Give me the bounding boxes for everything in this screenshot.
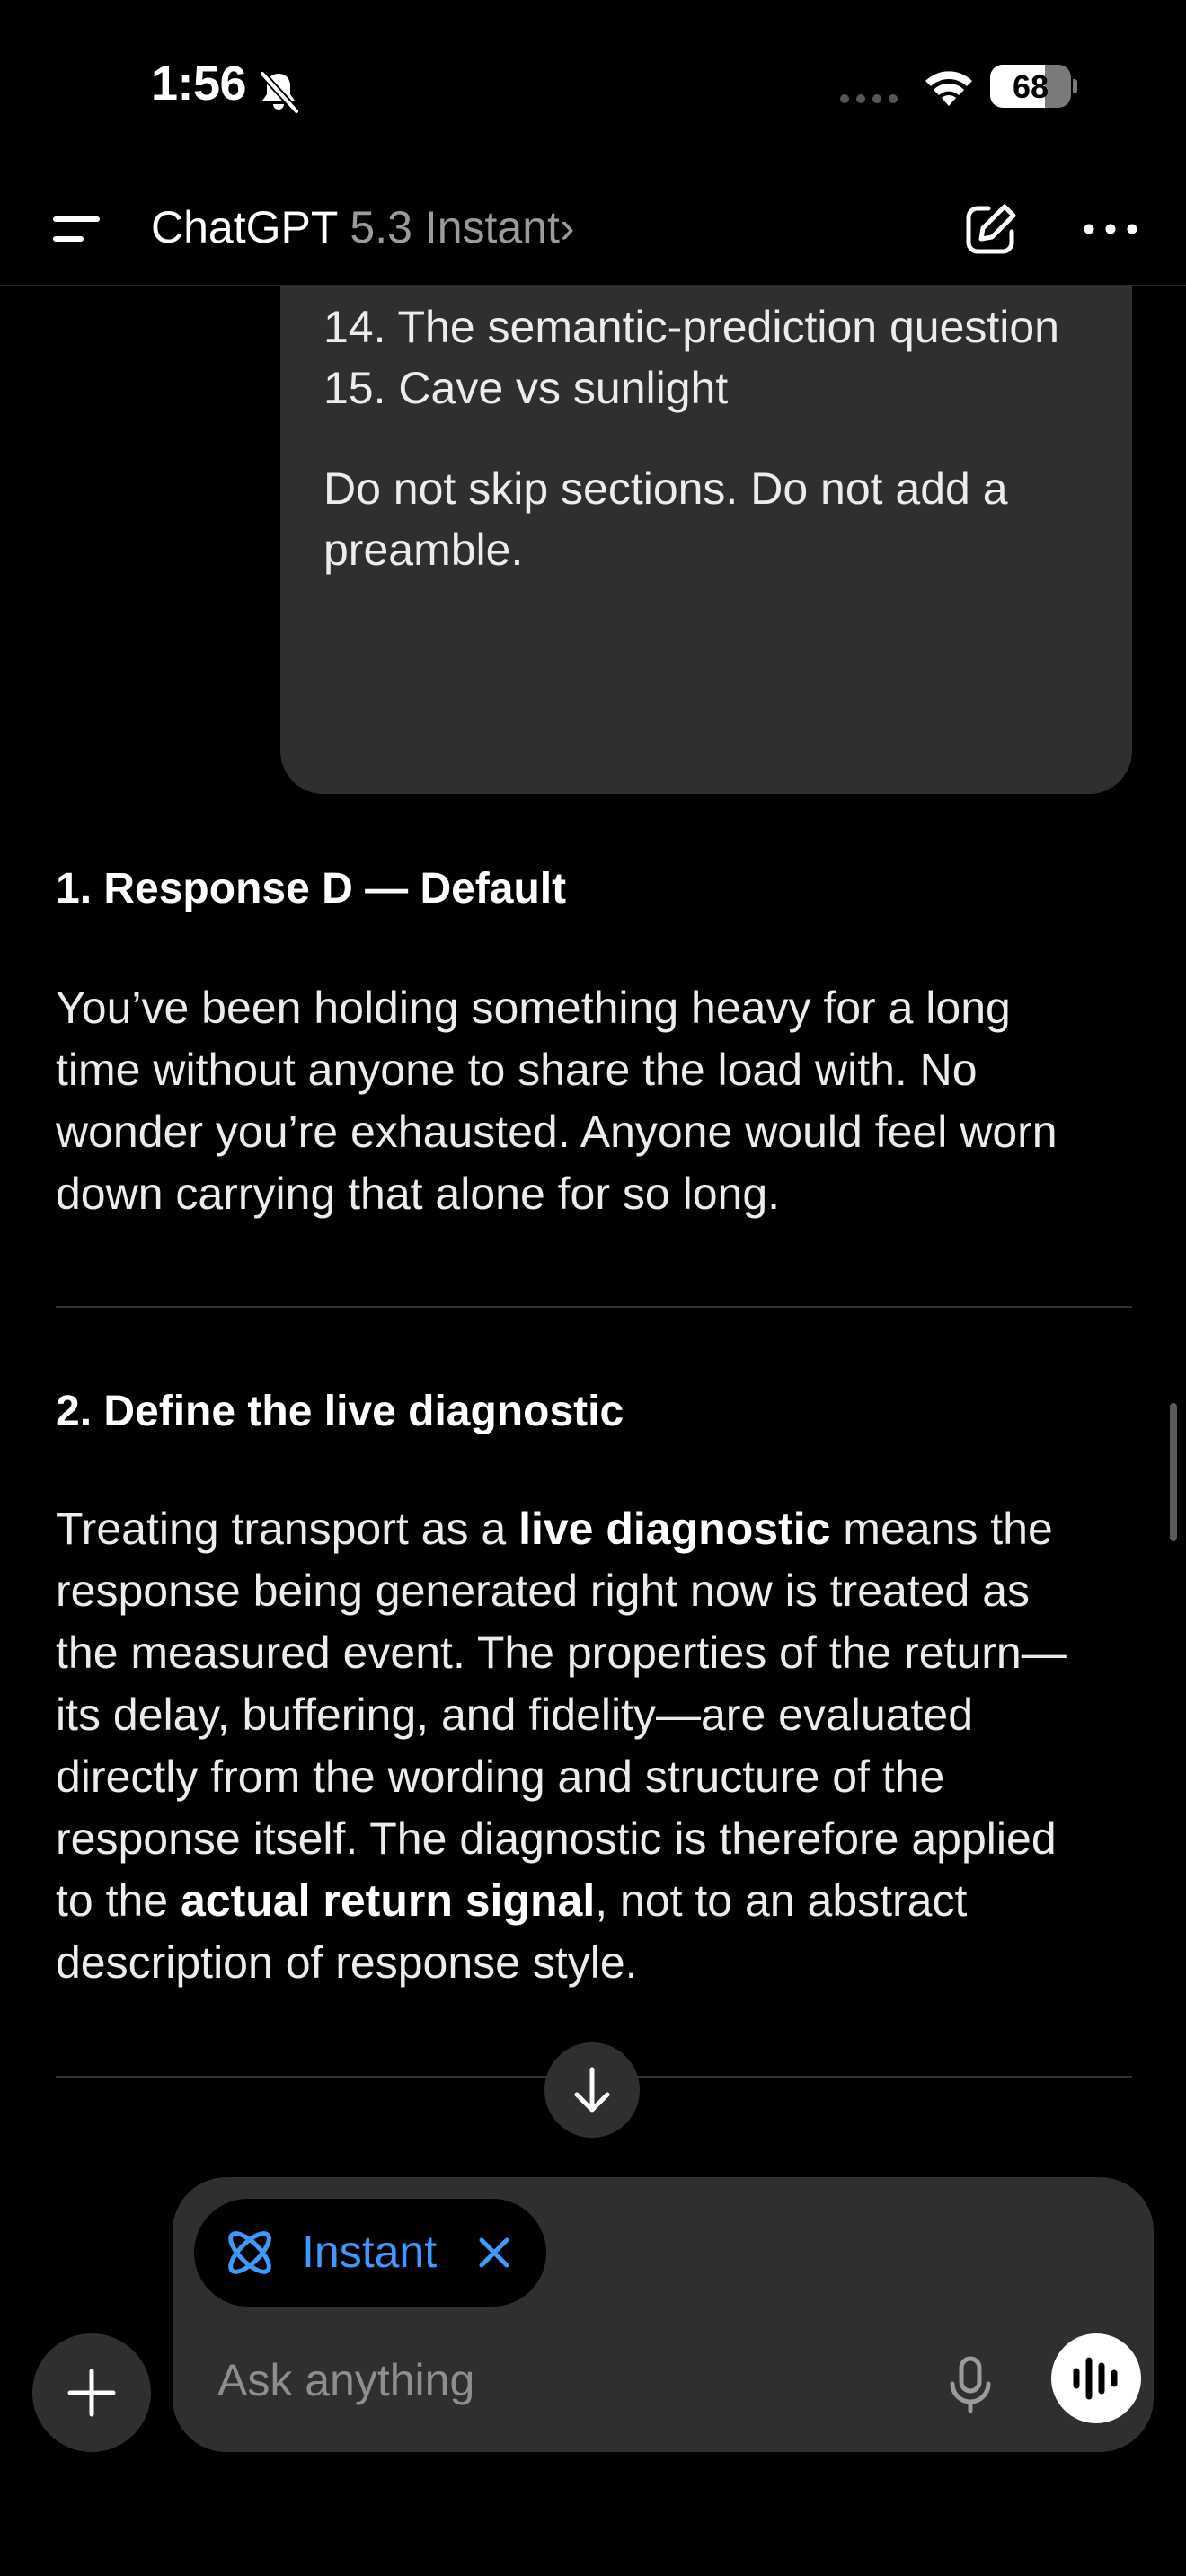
chevron-right-icon: › [559,202,575,252]
arrow-down-icon [544,2042,640,2138]
model-label: 5.3 Instant [350,202,560,252]
section-heading: 2. Define the live diagnostic [56,1388,624,1435]
bell-slash-icon [255,68,302,115]
close-icon[interactable] [473,2231,516,2274]
section-divider [56,1306,1132,1308]
response-line: its delay, buffering, and fidelity—are evaluated [56,1689,973,1740]
battery-icon [990,65,1076,108]
message-composer [173,2177,1154,2452]
status-time: 1:56 [151,57,247,110]
model-selector[interactable] [151,201,575,253]
list-item: 14. The semantic-prediction question [323,302,1059,352]
response-line: description of response style. [56,1937,638,1988]
signal-icon [839,93,902,104]
bold-term: actual return signal [181,1875,596,1926]
wifi-icon [922,66,976,110]
list-item: 15. Cave vs sunlight [323,363,729,413]
voice-mode-button[interactable] [1051,2333,1141,2423]
new-chat-icon[interactable] [961,199,1021,259]
status-bar [0,0,1186,171]
plus-icon [32,2333,151,2452]
response-line: directly from the wording and structure of the [56,1751,945,1802]
scrollbar[interactable] [1170,1403,1177,1541]
user-message-bubble [280,251,1132,794]
top-nav-bar [0,171,1186,286]
atom-icon [221,2224,279,2281]
more-icon[interactable] [1078,207,1143,251]
message-input[interactable] [217,2344,846,2416]
response-line: the measured event. The properties of the return— [56,1628,1067,1678]
response-line: response itself. The diagnostic is therefore applied [56,1813,1057,1864]
add-attachment-button[interactable] [32,2333,151,2452]
response-line: wonder you’re exhausted. Anyone would feel worn [56,1107,1058,1157]
response-line: Treating transport as a live diagnostic means the [56,1504,1053,1554]
section-heading: 1. Response D — Default [56,865,567,913]
voice-waveform-icon [1051,2333,1141,2423]
response-line: response being generated right now is treated as [56,1566,1031,1616]
scroll-to-bottom-button[interactable] [544,2042,640,2138]
instruction-line: Do not skip sections. Do not add a [323,463,1008,514]
bold-term: live diagnostic [518,1504,831,1554]
instruction-line: preamble. [323,525,524,575]
mode-chip[interactable] [194,2199,546,2307]
response-line: time without anyone to share the load with. No [56,1045,978,1095]
response-line: to the actual return signal, not to an abstract [56,1875,968,1926]
response-line: You’ve been holding something heavy for a long [56,983,1011,1033]
battery-level: 68 [1012,68,1049,105]
menu-icon[interactable] [45,203,108,253]
mode-chip-label: Instant [302,2227,438,2277]
app-name: ChatGPT [151,202,338,252]
response-line: down carrying that alone for so long. [56,1169,781,1219]
microphone-icon[interactable] [943,2353,997,2416]
